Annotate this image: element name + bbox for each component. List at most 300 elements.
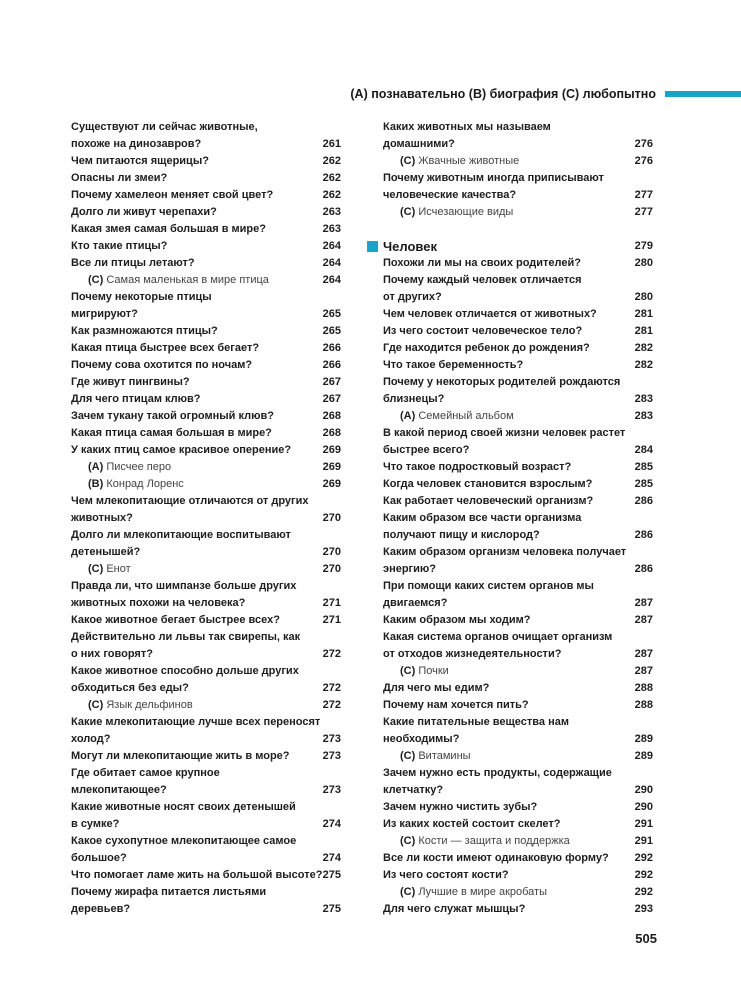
toc-entry <box>71 153 341 170</box>
toc-entry-title <box>400 750 471 762</box>
toc-page-number: 267 <box>322 376 341 388</box>
section-spacer <box>383 221 653 238</box>
toc-entry-title <box>383 239 437 254</box>
category-tag: (B) <box>88 478 104 490</box>
toc-page-number: 265 <box>322 325 341 337</box>
toc-entry-text: Что помогает ламе жить на большой высоте? <box>71 869 323 881</box>
toc-entry-title <box>383 325 582 337</box>
toc-sidebar-entry <box>71 561 341 578</box>
toc-page-number: 275 <box>322 903 341 915</box>
toc-entry-title <box>383 614 530 626</box>
running-header <box>0 85 741 103</box>
toc-entry-title <box>71 291 212 303</box>
toc-entry-title <box>71 869 322 881</box>
toc-entry-text: животных? <box>71 512 133 524</box>
toc-entry-title <box>383 597 447 609</box>
toc-entry-title <box>383 376 620 388</box>
toc-entry-text: Что такое подростковый возраст? <box>383 461 572 473</box>
toc-entry-text: Почему животным иногда приписывают <box>383 172 604 184</box>
toc-page-number: 272 <box>322 699 341 711</box>
toc-entry-text: деревьев? <box>71 903 131 915</box>
toc-entry-title <box>71 393 201 405</box>
toc-entry <box>71 765 341 782</box>
toc-entry-text: Почки <box>418 665 449 677</box>
toc-entry-text: Чем человек отличается от животных? <box>383 308 597 320</box>
toc-entry-text: У каких птиц самое красивое оперение? <box>71 444 292 456</box>
toc-entry <box>71 612 341 629</box>
toc-entry-title <box>400 206 513 218</box>
toc-entry <box>383 425 653 442</box>
toc-entry-title <box>71 257 195 269</box>
toc-entry-text: Исчезающие виды <box>418 206 514 218</box>
toc-entry <box>71 527 341 544</box>
toc-entry-title <box>383 172 604 184</box>
toc-entry <box>71 867 341 884</box>
toc-page-number: 287 <box>634 648 653 660</box>
toc-entry <box>383 578 653 595</box>
toc-page-number: 282 <box>634 359 653 371</box>
toc-entry-text: Какие млекопитающие лучше всех переносят <box>71 716 321 728</box>
toc-entry-text: Жвачные животные <box>418 155 520 167</box>
category-tag: (A) <box>88 461 104 473</box>
toc-page-number: 264 <box>322 257 341 269</box>
toc-entry-title <box>400 665 449 677</box>
toc-page-number: 283 <box>634 410 653 422</box>
toc-entry-text: энергию? <box>383 563 437 575</box>
toc-page-number: 265 <box>322 308 341 320</box>
toc-entry-title <box>71 648 153 660</box>
toc-entry <box>383 119 653 136</box>
toc-entry <box>71 595 341 612</box>
toc-entry <box>383 476 653 493</box>
toc-entry <box>71 663 341 680</box>
toc-sidebar-entry <box>383 833 653 850</box>
toc-entry-title <box>383 461 571 473</box>
toc-page-number: 273 <box>322 784 341 796</box>
toc-entry-text: Писчее перо <box>106 461 172 473</box>
toc-entry <box>383 714 653 731</box>
toc-page-number: 276 <box>634 138 653 150</box>
toc-page-number: 281 <box>634 325 653 337</box>
toc-entry-title <box>383 478 592 490</box>
header-accent-bar <box>665 91 741 97</box>
toc-entry <box>383 357 653 374</box>
toc-entry-title <box>71 376 190 388</box>
toc-entry <box>71 578 341 595</box>
toc-entry <box>383 255 653 272</box>
toc-entry-title <box>71 801 296 813</box>
toc-entry-title <box>383 393 444 405</box>
toc-entry-title <box>383 903 525 915</box>
toc-column-right <box>383 119 653 918</box>
toc-entry <box>71 493 341 510</box>
toc-entry-text: Какая змея самая большая в мире? <box>71 223 266 235</box>
toc-entry <box>383 306 653 323</box>
toc-entry-text: Какое животное способно дольше других <box>71 665 299 677</box>
toc-page-number: 263 <box>322 206 341 218</box>
toc-entry-text: Какая птица быстрее всех бегает? <box>71 342 260 354</box>
toc-page-number: 266 <box>322 342 341 354</box>
toc-sidebar-entry <box>71 697 341 714</box>
toc-entry-title <box>71 631 300 643</box>
toc-entry-text: Какое сухопутное млекопитающее самое <box>71 835 297 847</box>
toc-entry-text: Витамины <box>418 750 471 762</box>
category-tag: (C) <box>88 274 104 286</box>
toc-entry-title <box>383 869 509 881</box>
toc-page-number: 286 <box>634 495 653 507</box>
toc-entry-text: Почему жирафа питается листьями <box>71 886 267 898</box>
toc-page-number: 289 <box>634 733 653 745</box>
header-legend: (A) познавательно (B) биография (C) любопытно <box>350 87 656 101</box>
toc-entry <box>71 221 341 238</box>
toc-entry <box>71 374 341 391</box>
toc-entry-text: Язык дельфинов <box>106 699 193 711</box>
toc-page-number: 272 <box>322 682 341 694</box>
toc-page-number: 271 <box>322 597 341 609</box>
toc-entry <box>71 884 341 901</box>
toc-entry-title <box>71 155 209 167</box>
toc-entry-title <box>383 682 489 694</box>
toc-entry <box>71 323 341 340</box>
toc-entry <box>383 731 653 748</box>
toc-entry-text: Действительно ли львы так свирепы, как <box>71 631 301 643</box>
toc-sidebar-entry <box>383 408 653 425</box>
category-tag: (C) <box>400 155 416 167</box>
toc-entry-title <box>88 699 193 711</box>
toc-entry-title <box>71 121 258 133</box>
toc-entry <box>383 697 653 714</box>
toc-entry <box>383 782 653 799</box>
toc-entry <box>71 629 341 646</box>
toc-entry <box>383 901 653 918</box>
toc-entry-title <box>383 767 612 779</box>
toc-entry <box>383 612 653 629</box>
toc-entry-title <box>71 325 218 337</box>
toc-entry-title <box>400 155 519 167</box>
toc-entry <box>71 340 341 357</box>
toc-page-number: 277 <box>634 206 653 218</box>
toc-entry-text: млекопитающее? <box>71 784 167 796</box>
toc-entry-title <box>383 291 442 303</box>
toc-entry-title <box>71 784 167 796</box>
toc-entry-text: о них говорят? <box>71 648 153 660</box>
toc-page-number: 292 <box>634 886 653 898</box>
toc-entry-title <box>71 529 291 541</box>
toc-entry-text: животных похожи на человека? <box>71 597 246 609</box>
toc-entry-title <box>71 886 266 898</box>
toc-page-number: 287 <box>634 597 653 609</box>
toc-entry-title <box>383 121 551 133</box>
toc-entry-text: Каким образом организм человека получает <box>383 546 627 558</box>
toc-page-number: 288 <box>634 682 653 694</box>
toc-entry <box>383 765 653 782</box>
toc-entry-text: Почему некоторые птицы <box>71 291 212 303</box>
toc-entry-text: Существуют ли сейчас животные, <box>71 121 258 133</box>
toc-entry <box>383 442 653 459</box>
toc-entry <box>71 731 341 748</box>
toc-entry <box>71 136 341 153</box>
toc-entry-text: Почему сова охотится по ночам? <box>71 359 253 371</box>
toc-entry <box>71 544 341 561</box>
toc-entry-text: Из чего состоят кости? <box>383 869 509 881</box>
toc-entry-text: человеческие качества? <box>383 189 517 201</box>
toc-page-number: 286 <box>634 529 653 541</box>
toc-entry-text: Чем питаются ящерицы? <box>71 155 209 167</box>
toc-entry-text: При помощи каких систем органов мы <box>383 580 594 592</box>
toc-page-number: 270 <box>322 563 341 575</box>
toc-page-number: 285 <box>634 461 653 473</box>
toc-entry-title <box>383 308 597 320</box>
toc-page-number: 281 <box>634 308 653 320</box>
toc-entry <box>71 799 341 816</box>
toc-entry <box>71 289 341 306</box>
toc-entry <box>71 442 341 459</box>
toc-entry <box>383 816 653 833</box>
toc-entry <box>71 119 341 136</box>
toc-entry-title <box>71 427 272 439</box>
toc-entry-text: домашними? <box>383 138 455 150</box>
toc-entry-title <box>71 750 290 762</box>
toc-entry-title <box>383 495 593 507</box>
toc-entry <box>383 170 653 187</box>
category-tag: (C) <box>400 835 416 847</box>
toc-entry-text: холод? <box>71 733 111 745</box>
toc-entry-title <box>383 274 582 286</box>
toc-page-number: 271 <box>322 614 341 626</box>
toc-page-number: 283 <box>634 393 653 405</box>
toc-entry-title <box>400 410 514 422</box>
toc-entry <box>383 272 653 289</box>
toc-entry-text: Могут ли млекопитающие жить в море? <box>71 750 290 762</box>
toc-entry <box>71 833 341 850</box>
toc-entry-title <box>71 852 127 864</box>
toc-entry-title <box>88 461 171 473</box>
toc-entry <box>383 595 653 612</box>
toc-entry-text: Опасны ли змеи? <box>71 172 168 184</box>
toc-column-left <box>71 119 341 918</box>
toc-entry-text: получают пищу и кислород? <box>383 529 540 541</box>
toc-entry-title <box>88 478 184 490</box>
toc-entry <box>71 306 341 323</box>
toc-entry <box>71 204 341 221</box>
toc-page-number: 275 <box>322 869 341 881</box>
toc-section-heading <box>383 238 653 255</box>
toc-entry <box>383 340 653 357</box>
toc-entry-title <box>383 138 455 150</box>
toc-entry-text: Почему нам хочется пить? <box>383 699 529 711</box>
toc-entry-title <box>383 257 581 269</box>
category-tag: (C) <box>400 665 416 677</box>
toc-entry-text: от отходов жизнедеятельности? <box>383 648 562 660</box>
toc-entry-title <box>383 359 523 371</box>
toc-entry-title <box>71 512 133 524</box>
toc-page-number: 291 <box>634 835 653 847</box>
toc-entry-title <box>88 563 131 575</box>
toc-entry-text: обходиться без еды? <box>71 682 189 694</box>
toc-entry-title <box>383 563 436 575</box>
toc-entry-text: близнецы? <box>383 393 445 405</box>
toc-entry-text: быстрее всего? <box>383 444 470 456</box>
toc-entry-text: Из чего состоит человеческое тело? <box>383 325 583 337</box>
toc-page-number: 272 <box>322 648 341 660</box>
toc-entry-title <box>71 342 259 354</box>
toc-entry <box>383 680 653 697</box>
toc-entry <box>71 408 341 425</box>
toc-entry-title <box>383 818 561 830</box>
toc-entry-text: Каких животных мы называем <box>383 121 551 133</box>
toc-entry-title <box>71 444 291 456</box>
toc-entry <box>383 850 653 867</box>
toc-entry-text: Где находится ребенок до рождения? <box>383 342 590 354</box>
toc-entry <box>71 748 341 765</box>
toc-entry-title <box>71 359 252 371</box>
toc-entry-text: Какие питательные вещества нам <box>383 716 569 728</box>
toc-entry-text: Из каких костей состоит скелет? <box>383 818 561 830</box>
toc-entry-title <box>383 648 561 660</box>
toc-page-number: 274 <box>322 818 341 830</box>
toc-entry <box>71 187 341 204</box>
toc-page-number: 290 <box>634 801 653 813</box>
toc-entry-title <box>71 546 140 558</box>
toc-entry-title <box>383 546 626 558</box>
toc-page-number: 279 <box>634 240 653 252</box>
toc-page-number: 292 <box>634 869 653 881</box>
toc-sidebar-entry <box>383 153 653 170</box>
toc-entry <box>383 136 653 153</box>
toc-entry <box>383 391 653 408</box>
toc-entry-text: Самая маленькая в мире птица <box>106 274 269 286</box>
toc-entry <box>383 561 653 578</box>
toc-entry <box>71 510 341 527</box>
toc-page-number: 277 <box>634 189 653 201</box>
toc-entry-text: Какое животное бегает быстрее всех? <box>71 614 280 626</box>
toc-sidebar-entry <box>383 884 653 901</box>
toc-entry <box>383 493 653 510</box>
toc-sidebar-entry <box>383 204 653 221</box>
category-tag: (C) <box>88 699 104 711</box>
toc-entry-text: мигрируют? <box>71 308 138 320</box>
toc-page-number: 276 <box>634 155 653 167</box>
toc-page-number: 287 <box>634 614 653 626</box>
toc-entry-title <box>383 801 537 813</box>
toc-page-number: 293 <box>634 903 653 915</box>
toc-page-number: 289 <box>634 750 653 762</box>
toc-sidebar-entry <box>71 476 341 493</box>
toc-page-number: 269 <box>322 461 341 473</box>
toc-entry <box>383 646 653 663</box>
toc-entry-title <box>71 818 119 830</box>
toc-entry <box>383 459 653 476</box>
toc-sidebar-entry <box>383 748 653 765</box>
toc-entry-text: Правда ли, что шимпанзе больше других <box>71 580 297 592</box>
toc-entry <box>383 374 653 391</box>
toc-entry-text: Что такое беременность? <box>383 359 524 371</box>
toc-entry <box>71 255 341 272</box>
toc-entry <box>383 527 653 544</box>
toc-entry-text: Как размножаются птицы? <box>71 325 218 337</box>
toc-entry <box>71 170 341 187</box>
toc-page-number: 264 <box>322 274 341 286</box>
toc-page-number: 261 <box>322 138 341 150</box>
category-tag: (A) <box>400 410 416 422</box>
toc-entry-text: Человек <box>383 239 437 254</box>
toc-entry-text: Каким образом мы ходим? <box>383 614 531 626</box>
toc-entry-title <box>383 784 443 796</box>
toc-page-number: 273 <box>322 733 341 745</box>
toc-entry-text: Все ли кости имеют одинаковую форму? <box>383 852 609 864</box>
toc-entry-text: Для чего служат мышцы? <box>383 903 526 915</box>
toc-entry-title <box>71 172 167 184</box>
category-tag: (C) <box>88 563 104 575</box>
toc-page-number: 266 <box>322 359 341 371</box>
toc-page-number: 286 <box>634 563 653 575</box>
toc-page-number: 270 <box>322 512 341 524</box>
toc-entry-text: двигаемся? <box>383 597 448 609</box>
toc-page-number: 284 <box>634 444 653 456</box>
toc-entry-title <box>383 733 459 745</box>
toc-page-number: 291 <box>634 818 653 830</box>
toc-entry <box>71 782 341 799</box>
toc-entry <box>383 629 653 646</box>
toc-entry <box>71 238 341 255</box>
toc-entry-title <box>71 410 274 422</box>
category-tag: (C) <box>400 886 416 898</box>
toc-entry-text: Лучшие в мире акробаты <box>418 886 547 898</box>
toc-entry-text: Чем млекопитающие отличаются от других <box>71 495 309 507</box>
toc-entry-text: похоже на динозавров? <box>71 138 202 150</box>
toc-entry-text: В какой период своей жизни человек растет <box>383 427 626 439</box>
toc-entry-text: от других? <box>383 291 442 303</box>
toc-page-number: 270 <box>322 546 341 558</box>
toc-entry-text: Какая система органов очищает организм <box>383 631 613 643</box>
category-tag: (C) <box>400 750 416 762</box>
toc-entry-title <box>71 580 296 592</box>
toc-entry-title <box>71 767 220 779</box>
toc-entry-text: Зачем тукану такой огромный клюв? <box>71 410 275 422</box>
toc-entry <box>71 357 341 374</box>
toc-page-number: 292 <box>634 852 653 864</box>
toc-entry-title <box>71 733 110 745</box>
toc-entry <box>383 867 653 884</box>
toc-entry-text: Семейный альбом <box>418 410 514 422</box>
toc-entry <box>71 816 341 833</box>
toc-page-number: 290 <box>634 784 653 796</box>
toc-entry <box>71 646 341 663</box>
toc-entry-title <box>383 444 469 456</box>
toc-page-number: 262 <box>322 155 341 167</box>
toc-entry-title <box>71 614 280 626</box>
toc-entry <box>71 714 341 731</box>
toc-page-number: 269 <box>322 444 341 456</box>
toc-entry-text: Почему у некоторых родителей рождаются <box>383 376 621 388</box>
toc-entry-text: Долго ли живут черепахи? <box>71 206 217 218</box>
toc-page-number: 274 <box>322 852 341 864</box>
toc-entry-text: Где живут пингвины? <box>71 376 190 388</box>
toc-entry-text: Конрад Лоренс <box>106 478 184 490</box>
toc-entry-title <box>71 240 167 252</box>
toc-entry-text: Какие животные носят своих детенышей <box>71 801 296 813</box>
toc-entry-title <box>383 631 612 643</box>
toc-entry-title <box>383 699 529 711</box>
toc-entry <box>71 391 341 408</box>
category-tag: (C) <box>400 206 416 218</box>
toc-entry-text: Енот <box>106 563 131 575</box>
toc-entry-text: Зачем нужно есть продукты, содержащие <box>383 767 612 779</box>
toc-entry-text: Кости — защита и поддержка <box>418 835 570 847</box>
toc-entry-text: Зачем нужно чистить зубы? <box>383 801 538 813</box>
toc-entry-text: Как работает человеческий организм? <box>383 495 594 507</box>
toc-sidebar-entry <box>383 663 653 680</box>
